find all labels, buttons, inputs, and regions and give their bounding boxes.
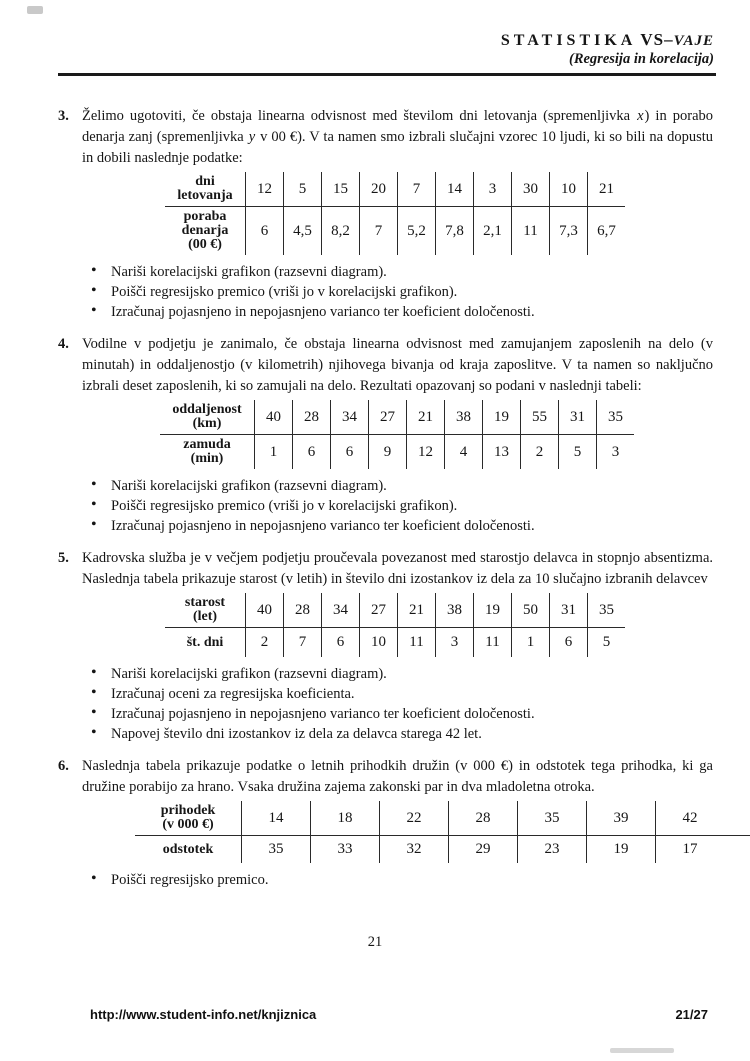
task-item: • Poišči regresijsko premico. bbox=[91, 870, 713, 890]
table-cell: 10 bbox=[550, 172, 588, 207]
task-item: • Napovej število dni izostankov iz dela za delavca starega 42 let. bbox=[91, 724, 713, 744]
table-cell: 5 bbox=[284, 172, 322, 207]
table-cell: 28 bbox=[284, 593, 322, 628]
table-cell: 40 bbox=[255, 400, 293, 435]
exercise-text-part: Želimo ugotoviti, če obstaja linearna odvisnost med številom dni letovanja (spremenljivka bbox=[82, 108, 637, 124]
row-label: št. dni bbox=[186, 634, 224, 650]
table-cell: 15 bbox=[322, 172, 360, 207]
table-cell: 18 bbox=[311, 801, 380, 836]
table-cell: 14 bbox=[436, 172, 474, 207]
table-cell: 1 bbox=[512, 628, 550, 658]
table-cell: 19 bbox=[587, 836, 656, 864]
table-cell: 20 bbox=[360, 172, 398, 207]
table-cell: 34 bbox=[322, 593, 360, 628]
header-subtitle: (Regresija in korelacija) bbox=[569, 51, 714, 67]
task-item: • Izračunaj oceni za regresijska koeficienta. bbox=[91, 684, 713, 704]
data-table-exercise-4 bbox=[160, 400, 634, 469]
variable-y: y bbox=[248, 129, 256, 145]
table-row bbox=[165, 593, 625, 628]
table-row bbox=[160, 400, 634, 435]
exercise-text: Vodilne v podjetju je zanimalo, če obstaja linearna odvisnost med zamujanjem zaposlenih na delo (v minutah) in oddaljenostjo (v kilometrih) njihovega bivanja od kraja zaposlitve. V ta namen so naključno izbrali deset zaposlenih, ki so zamujali na delo. Rezultati opazovanj so podani v naslednji tabeli: bbox=[82, 336, 713, 394]
page-content bbox=[0, 106, 750, 890]
table-cell: 27 bbox=[369, 400, 407, 435]
table-cell: 28 bbox=[293, 400, 331, 435]
row-label: zamuda (min) bbox=[183, 437, 231, 466]
table-cell: 38 bbox=[436, 593, 474, 628]
table-cell: 35 bbox=[518, 801, 587, 836]
table-cell: 1 bbox=[255, 435, 293, 470]
task-item: • Nariši korelacijski grafikon (razsevni diagram). bbox=[91, 476, 713, 496]
task-item: • Nariši korelacijski grafikon (razsevni diagram). bbox=[91, 664, 713, 684]
table-cell: 21 bbox=[398, 593, 436, 628]
table-cell: 35 bbox=[588, 593, 626, 628]
table-cell: 5,2 bbox=[398, 207, 436, 256]
table-cell: 6,7 bbox=[588, 207, 626, 256]
table-cell: 5 bbox=[588, 628, 626, 658]
table-cell: 55 bbox=[521, 400, 559, 435]
table-row bbox=[165, 207, 625, 256]
table-row bbox=[165, 172, 625, 207]
table-cell: 11 bbox=[398, 628, 436, 658]
scan-artifact-top-left bbox=[27, 6, 43, 14]
task-item: • Izračunaj pojasnjeno in nepojasnjeno varianco ter koeficient določenosti. bbox=[91, 704, 713, 724]
table-cell: 6 bbox=[246, 207, 284, 256]
table-cell: 22 bbox=[380, 801, 449, 836]
row-label: starost (let) bbox=[165, 593, 246, 628]
data-table-exercise-6 bbox=[135, 801, 750, 863]
table-row bbox=[165, 628, 625, 658]
row-label: poraba denarja (00 €) bbox=[181, 209, 229, 252]
exercise-text-part: v 00 €). V ta namen smo izbrali slučajni vzorec 10 ljudi, ki so bili na dopustu in dobili naslednje podatke: bbox=[82, 129, 713, 166]
table-cell: 9 bbox=[369, 435, 407, 470]
table-cell: 30 bbox=[512, 172, 550, 207]
exercise-text-part: ) in porabo denarja zanj (spremenljivka bbox=[82, 108, 714, 145]
table-row bbox=[135, 801, 750, 836]
exercise-text bbox=[82, 106, 713, 169]
exercise-number: 6. bbox=[58, 758, 69, 774]
table-cell: 19 bbox=[474, 593, 512, 628]
table-cell: 12 bbox=[246, 172, 284, 207]
table-cell: 39 bbox=[587, 801, 656, 836]
table-cell: 40 bbox=[246, 593, 284, 628]
table-cell: 7 bbox=[284, 628, 322, 658]
page-number: 21 bbox=[367, 934, 383, 950]
task-list-exercise-5 bbox=[91, 664, 713, 744]
exercise-number: 5. bbox=[58, 550, 69, 566]
table-cell: 6 bbox=[331, 435, 369, 470]
variable-x: x bbox=[637, 108, 644, 124]
task-item: • Poišči regresijsko premico (vriši jo v korelacijski grafikon). bbox=[91, 282, 713, 302]
table-cell: 31 bbox=[550, 593, 588, 628]
task-item: • Poišči regresijsko premico (vriši jo v korelacijski grafikon). bbox=[91, 496, 713, 516]
row-label: oddaljenost (km) bbox=[160, 400, 255, 435]
header-rule bbox=[58, 73, 716, 76]
table-cell: 50 bbox=[512, 593, 550, 628]
table-cell: 8,2 bbox=[322, 207, 360, 256]
footer-page-indicator: 21/27 bbox=[675, 1007, 708, 1022]
table-row bbox=[135, 836, 750, 864]
table-row bbox=[160, 435, 634, 470]
exercise-4 bbox=[58, 334, 713, 397]
table-cell: 21 bbox=[407, 400, 445, 435]
table-cell: 2 bbox=[521, 435, 559, 470]
exercise-text: Kadrovska služba je v večjem podjetju proučevala povezanost med starostjo delavca in stopnjo absentizma. Naslednja tabela prikazuje starost (v letih) in število dni izostankov iz dela za 10 slučajno izbranih delavcev bbox=[82, 550, 713, 587]
task-list-exercise-4 bbox=[91, 476, 713, 536]
table-cell: 6 bbox=[322, 628, 360, 658]
scan-artifact-bottom-right bbox=[610, 1048, 674, 1053]
table-cell: 17 bbox=[656, 836, 725, 864]
table-cell: 5 bbox=[559, 435, 597, 470]
table-cell: 29 bbox=[449, 836, 518, 864]
table-cell: 35 bbox=[242, 836, 311, 864]
exercise-3 bbox=[58, 106, 713, 169]
table-cell: 11 bbox=[512, 207, 550, 256]
row-label: odstotek bbox=[162, 841, 214, 857]
table-cell: 14 bbox=[242, 801, 311, 836]
task-list-exercise-3 bbox=[91, 262, 713, 322]
page-header bbox=[0, 0, 750, 68]
task-item: • Nariši korelacijski grafikon (razsevni diagram). bbox=[91, 262, 713, 282]
row-label: dni letovanja bbox=[165, 172, 246, 207]
table-cell: 7,8 bbox=[436, 207, 474, 256]
exercise-number: 3. bbox=[58, 108, 69, 124]
table-cell: 21 bbox=[588, 172, 626, 207]
data-table-exercise-5 bbox=[165, 593, 625, 657]
table-cell: 35 bbox=[597, 400, 635, 435]
table-rule-extension bbox=[724, 801, 750, 836]
table-cell: 19 bbox=[483, 400, 521, 435]
exercise-5 bbox=[58, 548, 713, 590]
table-cell: 3 bbox=[436, 628, 474, 658]
header-title-statistika: STATISTIKA bbox=[500, 32, 637, 49]
exercise-number: 4. bbox=[58, 336, 69, 352]
table-cell: 3 bbox=[597, 435, 635, 470]
table-cell: 32 bbox=[380, 836, 449, 864]
table-cell: 13 bbox=[483, 435, 521, 470]
table-cell: 11 bbox=[474, 628, 512, 658]
table-cell: 2,1 bbox=[474, 207, 512, 256]
table-cell: 38 bbox=[445, 400, 483, 435]
table-cell: 27 bbox=[360, 593, 398, 628]
task-list-exercise-6 bbox=[91, 870, 713, 890]
table-cell: 4,5 bbox=[284, 207, 322, 256]
table-cell: 31 bbox=[559, 400, 597, 435]
table-cell: 7 bbox=[398, 172, 436, 207]
table-cell: 23 bbox=[518, 836, 587, 864]
data-table-exercise-3 bbox=[165, 172, 625, 255]
table-cell: 4 bbox=[445, 435, 483, 470]
table-cell: 6 bbox=[293, 435, 331, 470]
table-cell: 28 bbox=[449, 801, 518, 836]
table-cell: 33 bbox=[311, 836, 380, 864]
table-cell: 10 bbox=[360, 628, 398, 658]
table-cell: 12 bbox=[407, 435, 445, 470]
table-cell: 42 bbox=[656, 801, 725, 836]
row-label: prihodek (v 000 €) bbox=[135, 801, 242, 836]
exercise-6 bbox=[58, 756, 713, 798]
table-cell: 2 bbox=[246, 628, 284, 658]
table-rule-extension bbox=[724, 836, 750, 864]
header-title-vaje: VAJE bbox=[673, 33, 714, 49]
table-cell: 7,3 bbox=[550, 207, 588, 256]
header-title-vs: VS– bbox=[640, 30, 674, 49]
table-cell: 3 bbox=[474, 172, 512, 207]
task-item: • Izračunaj pojasnjeno in nepojasnjeno varianco ter koeficient določenosti. bbox=[91, 302, 713, 322]
table-cell: 7 bbox=[360, 207, 398, 256]
footer-url: http://www.student-info.net/knjiznica bbox=[90, 1007, 317, 1022]
table-cell: 6 bbox=[550, 628, 588, 658]
table-cell: 34 bbox=[331, 400, 369, 435]
header-title bbox=[0, 30, 714, 50]
task-item: • Izračunaj pojasnjeno in nepojasnjeno varianco ter koeficient določenosti. bbox=[91, 516, 713, 536]
exercise-text: Naslednja tabela prikazuje podatke o letnih prihodkih družin (v 000 €) in odstotek tega prihodka, ki ga družine porabijo za hrano. Vsaka družina zajema zakonski par in dva mladoletna otroka. bbox=[82, 758, 713, 795]
